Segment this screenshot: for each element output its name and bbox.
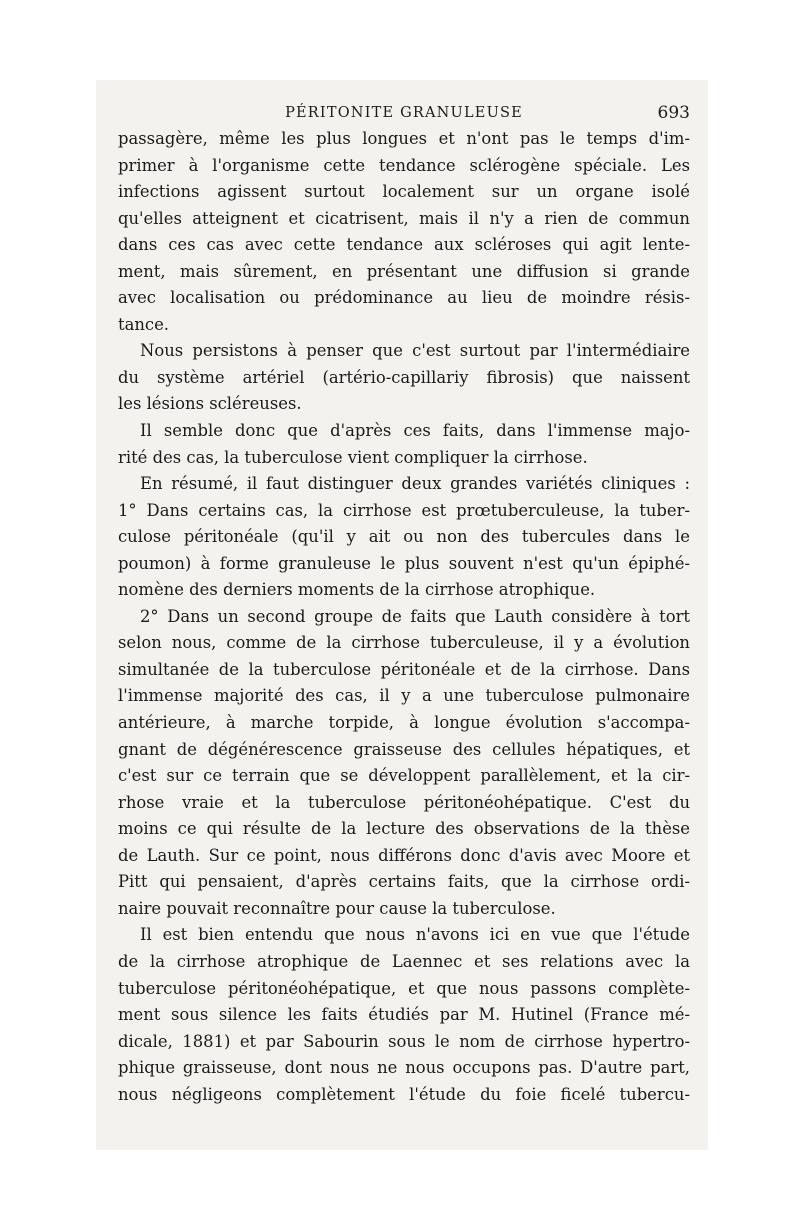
- text-line: rité des cas, la tuberculose vient compliquer la cirrhose.: [118, 447, 588, 467]
- text-line: infections agissent surtout localement sur un organe isolé: [118, 182, 690, 202]
- text-line: ment, mais sûrement, en présentant une diffusion si grande: [118, 261, 690, 281]
- text-line: avec localisation ou prédominance au lieu de moindre résis-: [118, 288, 690, 308]
- text-line: nomène des derniers moments de la cirrhose atrophique.: [118, 580, 596, 600]
- text-line: selon nous, comme de la cirrhose tuberculeuse, il y a évolution: [118, 633, 690, 653]
- text-line: 1° Dans certains cas, la cirrhose est prœtuberculeuse, la tuber-: [118, 500, 690, 520]
- text-line: En résumé, il faut distinguer deux grandes variétés cliniques :: [140, 474, 690, 494]
- text-line: qu'elles atteignent et cicatrisent, mais il n'y a rien de commun: [118, 208, 690, 228]
- text-line: l'immense majorité des cas, il y a une tuberculose pulmonaire: [118, 686, 690, 706]
- text-line: antérieure, à marche torpide, à longue évolution s'accompa-: [118, 713, 690, 733]
- text-line: gnant de dégénérescence graisseuse des cellules hépatiques, et: [118, 739, 690, 759]
- text-line: primer à l'organisme cette tendance sclérogène spéciale. Les: [118, 155, 690, 175]
- body-text: [118, 126, 690, 1108]
- text-line: naire pouvait reconnaître pour cause la tuberculose.: [118, 898, 556, 918]
- text-line: dans ces cas avec cette tendance aux scléroses qui agit lente-: [118, 235, 690, 255]
- text-line: culose péritonéale (qu'il y ait ou non des tubercules dans le: [118, 527, 690, 547]
- running-title: PÉRITONITE GRANULEUSE: [285, 105, 523, 121]
- text-line: 2° Dans un second groupe de faits que Lauth considère à tort: [140, 606, 690, 626]
- text-line: moins ce qui résulte de la lecture des observations de la thèse: [118, 819, 690, 839]
- page-number: 693: [657, 103, 690, 123]
- text-line: c'est sur ce terrain que se développent parallèlement, et la cir-: [118, 766, 690, 786]
- text-line: phique graisseuse, dont nous ne nous occupons pas. D'autre part,: [118, 1058, 690, 1078]
- text-line: Nous persistons à penser que c'est surtout par l'intermédiaire: [140, 341, 690, 361]
- text-line: Pitt qui pensaient, d'après certains faits, que la cirrhose ordi-: [118, 872, 690, 892]
- text-line: passagère, même les plus longues et n'ont pas le temps d'im-: [118, 129, 690, 148]
- text-line: rhose vraie et la tuberculose péritonéohépatique. C'est du: [118, 792, 690, 812]
- text-line: nous négligeons complètement l'étude du foie ficelé tubercu-: [118, 1084, 690, 1104]
- text-line: tuberculose péritonéohépatique, et que nous passons complète-: [118, 978, 690, 998]
- text-line: du système artériel (artério-capillariy fibrosis) que naissent: [118, 367, 690, 387]
- text-line: tance.: [118, 314, 170, 334]
- text-line: ment sous silence les faits étudiés par M. Hutinel (France mé-: [118, 1005, 690, 1025]
- text-line: Il est bien entendu que nous n'avons ici en vue que l'étude: [140, 925, 690, 945]
- text-line: de la cirrhose atrophique de Laennec et ses relations avec la: [118, 951, 690, 971]
- text-line: de Lauth. Sur ce point, nous différons donc d'avis avec Moore et: [118, 845, 690, 865]
- running-header: [118, 103, 690, 127]
- text-line: simultanée de la tuberculose péritonéale et de la cirrhose. Dans: [118, 659, 690, 679]
- text-line: Il semble donc que d'après ces faits, dans l'immense majo-: [140, 421, 690, 441]
- text-line: les lésions scléreuses.: [118, 394, 302, 414]
- text-line: poumon) à forme granuleuse le plus souvent n'est qu'un épiphé-: [118, 553, 690, 573]
- text-line: dicale, 1881) et par Sabourin sous le nom de cirrhose hypertro-: [118, 1031, 690, 1051]
